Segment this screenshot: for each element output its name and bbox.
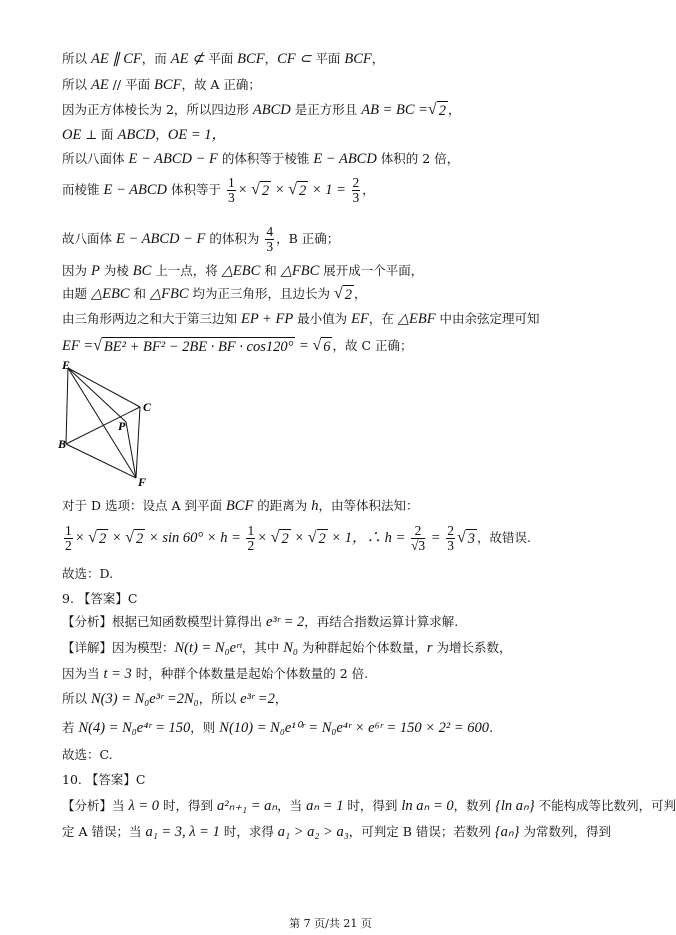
text-line [62,50,384,68]
text-line [62,76,261,94]
math: × [257,530,271,546]
math: e³ʳ =2 [240,691,275,707]
text: 由题 [62,286,91,301]
text-line [62,262,423,280]
text: 对于 D 选项：设点 A 到平面 [62,498,226,513]
math: AB = BC = [361,102,428,118]
math: t = 3 [103,666,132,682]
text-line [62,665,368,683]
text: 若 [62,720,79,735]
text: ，则 [190,720,220,735]
sqrt: √ 2 [270,529,289,547]
text: ， [264,51,278,66]
page-footer: 第 7 页/共 21 页 [289,917,372,930]
sqrt-radicand: 2 [438,103,446,119]
math: × [290,530,308,546]
text: ，由等体积法知： [318,498,419,513]
math: △FBC [280,263,320,279]
sqrt-radicand: 2 [98,531,107,547]
text-line [62,797,676,815]
sqrt: √ 2 [307,529,326,547]
text: // 平面 [108,77,155,92]
math: = 1， [187,127,227,143]
text: 和 [129,286,150,301]
text: ，而 [141,51,171,66]
text: 的体积等于棱锥 [217,151,314,166]
text: 体积等于 [166,182,225,197]
text: 的体积为 [205,231,264,246]
text-line [62,126,226,144]
sqrt: √ 2 [251,181,270,199]
text-line [62,746,113,764]
numerator: 2 [352,175,360,190]
math: AE ∥ CF [90,51,142,67]
text: 时，种群个体数量是起始个体数量的 2 倍. [131,666,369,681]
fraction [64,524,73,553]
sqrt-radicand: 2 [281,531,289,547]
text-line [62,565,113,583]
text-line [62,613,458,631]
sqrt-radicand: 2 [136,531,144,547]
sqrt-radicand: 2 [344,287,353,303]
math: E − ABCD [103,182,167,198]
text: ，故错误. [476,530,531,545]
numerator: 2 [411,524,425,539]
math: CF ⊂ [277,51,312,67]
text: . [489,720,494,735]
edge-cf [136,407,140,478]
math: N(4) = N₀e⁴ʳ = 150 [78,720,191,736]
math: × sin 60° × h = [145,530,245,546]
sqrt: √ 6 [312,337,331,355]
text: 定 A 错误；当 [62,824,146,839]
text: 而棱锥 [62,182,104,197]
math: BCF [154,77,182,93]
text: 上一点，将 [151,263,222,278]
text-line [62,524,531,553]
math: N(3) = N₀e³ʳ =2N₀ [90,691,199,707]
math: E − ABCD − F [115,231,206,247]
text: 【详解】因为模型： [62,640,175,655]
math: EP + FP [240,311,294,327]
math: BC [132,263,152,279]
text: 故选：C. [62,747,113,762]
fraction [227,176,236,205]
text-line [62,176,375,205]
text: 时，得到 [343,798,402,813]
text: ， [447,102,461,117]
text-line [62,225,339,254]
text: 故八面体 [62,231,116,246]
sqrt-radicand: BE² + BF² − 2BE · BF · cos120° [103,339,294,355]
text: 为种群起始个体数量， [297,640,427,655]
math: N(t) = N₀eʳᵗ [174,640,242,656]
sqrt: √ 2 [427,101,446,119]
math: a₁ > a₂ > a₃ [277,824,349,840]
math: BCF [344,51,372,67]
text: 由三角形两边之和大于第三边知 [62,311,241,326]
math: a²ₙ₊₁ = aₙ [217,798,278,814]
math: λ = 0 [128,798,160,814]
sqrt: √ 2 [125,529,144,547]
text: 因为 [62,263,91,278]
sqrt-radicand: 2 [298,183,307,199]
math: a₁ = 3, λ = 1 [145,824,220,840]
text: 和 [260,263,281,278]
text: 故选：D. [62,566,114,581]
label-p: P [118,419,126,433]
text-line [62,337,413,356]
text: 为增长系数， [432,640,512,655]
text: 【分析】根据已知函数模型计算得出 [62,614,266,629]
text-line [62,639,512,657]
text: ， [274,691,288,706]
math: ABCD [252,102,291,118]
text: 中由余弦定理可知 [435,311,540,326]
denominator: 2 [247,538,255,553]
math: △EBC [221,263,261,279]
text: 展开成一个平面， [319,263,424,278]
denominator: 3 [352,190,360,205]
math: × [74,530,89,546]
math: △EBC [90,286,130,302]
math: × [271,182,289,198]
text-line [62,101,460,120]
label-f: F [138,475,147,489]
math: {ln aₙ} [495,798,535,814]
text: ⊥ 面 [81,127,118,142]
text: ，其中 [241,640,284,655]
text-line [62,823,611,841]
math: EF = [62,338,94,354]
text: 体积的 2 倍， [376,151,460,166]
denominator: 3 [266,239,274,254]
math: ABCD [117,127,156,143]
math: N(10) = N₀e¹⁰ʳ = N₀e⁴ʳ × e⁶ʳ = 150 × 2² = 600 [219,720,490,736]
text: ，故 C 正确； [332,338,413,353]
math: = [295,338,313,354]
label-e: E [62,358,71,372]
text: ，可判定 B 错误；若数列 [348,824,495,839]
math: N₀ [283,640,298,656]
math: BCF [225,498,254,514]
numerator: 2 [447,523,454,538]
text: 【分析】当 [62,798,129,813]
text: 因为当 [62,666,104,681]
sqrt-radicand: 3 [467,531,475,547]
math: E − ABCD − F [128,151,218,167]
sqrt-radicand: 6 [323,339,331,355]
text: ，B 正确； [276,231,340,246]
label-c: C [143,400,152,414]
text-line [62,771,145,789]
text: ， [354,286,367,301]
math: BCF [237,51,265,67]
edge-eb [66,368,68,444]
label-b: B [58,437,67,451]
math: OE [62,127,82,143]
text: ，故 A 正确； [181,77,261,92]
text-line [62,285,367,304]
text: 9. 【答案】C [62,591,138,606]
math: ln aₙ = 0 [401,798,454,814]
sqrt-radicand: 2 [318,531,326,547]
text-line [62,497,419,515]
sqrt: √ 3 [456,529,475,547]
sqrt: √ BE² + BF² − 2BE · BF · cos120° [93,337,294,355]
text: 为常数列，得到 [519,824,611,839]
text: 的距离为 [253,498,312,513]
text: 平面 [204,51,238,66]
math: aₙ = 1 [306,798,344,814]
math: OE [167,127,188,143]
denominator: 2 [65,538,72,553]
text: ，所以 [198,691,241,706]
text: ，在 [368,311,398,326]
text: ，数列 [453,798,496,813]
sqrt: √ 2 [333,285,353,303]
math: E − ABCD [313,151,377,167]
sqrt-radicand: 2 [261,183,270,199]
fraction [352,176,361,205]
math: △EBF [397,311,436,327]
text: 所以 [62,51,91,66]
text: 最小值为 [293,311,352,326]
denominator: 3 [227,190,235,205]
math: × 1 = [308,182,350,198]
numerator: 1 [227,175,235,190]
text: ，当 [277,798,307,813]
math: × [237,182,252,198]
math: △FBC [149,286,189,302]
text: 因为正方体棱长为 2，所以四边形 [62,102,253,117]
math: e³ʳ = 2 [265,614,305,630]
math: P [90,263,100,279]
math: × [108,530,126,546]
text-line [62,590,137,608]
text: ， [362,182,375,197]
math: AE ⊄ [170,51,205,67]
text: 平面 [311,51,345,66]
text: 时，得到 [159,798,218,813]
text-line [62,310,540,328]
text: 均为正三角形，且边长为 [188,286,334,301]
text: 所以 [62,691,91,706]
text: ，再结合指数运算计算求解. [304,614,459,629]
math: {aₙ} [494,824,520,840]
numerator: 4 [266,224,274,239]
fraction [446,524,455,553]
octahedron-figure [58,360,168,490]
denominator: √3 [410,538,426,553]
text: 所以 [62,77,91,92]
fraction [411,524,425,553]
text: 所以八面体 [62,151,129,166]
sqrt: √ 2 [88,529,107,547]
math: × 1，∴ h = [327,530,409,546]
text-line [62,150,459,168]
numerator: 1 [65,523,72,538]
text: 时，求得 [219,824,278,839]
text-line [62,690,287,708]
math: = [427,530,445,546]
sqrt: √ 2 [288,181,307,199]
math: h [311,498,319,514]
math: r [426,640,433,656]
math: EF [351,311,369,327]
math: AE [90,77,109,93]
text: 不能构成等比数列，可判 [534,798,676,813]
fraction [246,524,255,553]
text: ， [155,127,168,142]
numerator: 1 [247,523,255,538]
text: 10. 【答案】C [62,772,146,787]
text: 是正方形且 [290,102,362,117]
text: ， [371,51,385,66]
fraction [265,225,274,254]
text: 为棱 [99,263,133,278]
text-line [62,719,493,737]
denominator: 3 [447,538,454,553]
